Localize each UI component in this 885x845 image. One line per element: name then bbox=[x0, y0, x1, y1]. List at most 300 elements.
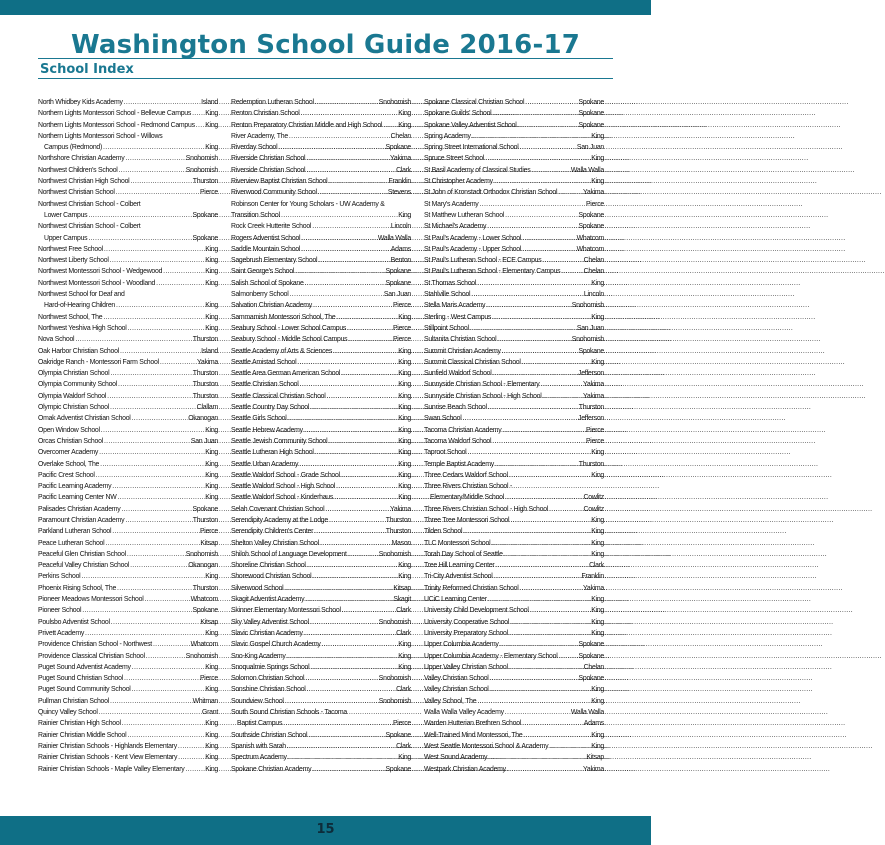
county-name: Chelan bbox=[390, 132, 411, 140]
school-name: Spectrum Academy bbox=[231, 754, 287, 762]
dot-leader bbox=[492, 312, 590, 323]
school-name: Northwest Liberty School bbox=[38, 257, 109, 265]
index-entry bbox=[424, 153, 604, 164]
county-name: Clark bbox=[396, 742, 411, 750]
index-entry bbox=[424, 583, 604, 594]
school-name: Well-Trained Mind Montessori, The bbox=[424, 731, 523, 739]
index-entry bbox=[231, 673, 411, 684]
school-name: Olympic Christian School bbox=[38, 404, 109, 412]
school-name: Providence Christian School - Northwest bbox=[38, 641, 152, 649]
school-name: Three Rivers Christian School - bbox=[424, 483, 512, 491]
index-entry bbox=[38, 402, 218, 413]
county-name: King bbox=[398, 313, 411, 321]
index-entry bbox=[424, 470, 604, 481]
county-name: King bbox=[398, 449, 411, 457]
county-name: Thurston bbox=[192, 370, 218, 378]
index-entry bbox=[424, 617, 604, 628]
index-entry bbox=[38, 266, 218, 277]
index-entry bbox=[231, 764, 411, 775]
county-name: King bbox=[591, 313, 604, 321]
dot-leader bbox=[522, 244, 576, 255]
index-entry bbox=[424, 425, 604, 436]
county-name: Snohomish bbox=[378, 99, 411, 106]
school-name: Peaceful Valley Christian School bbox=[38, 562, 130, 570]
dot-leader bbox=[488, 594, 590, 605]
county-name: Yakima bbox=[583, 189, 604, 197]
county-name: King bbox=[398, 483, 411, 491]
dot-leader bbox=[347, 323, 392, 334]
dot-leader bbox=[502, 346, 578, 357]
school-name: Seattle Waldorf School - Grade School bbox=[231, 471, 340, 479]
section-heading: School Index bbox=[40, 62, 134, 77]
school-name: St Paul's Academy - Upper School bbox=[424, 245, 522, 253]
county-name: Snohomish bbox=[378, 675, 411, 683]
county-name: King bbox=[591, 618, 604, 626]
dot-leader bbox=[130, 176, 191, 187]
county-name: King bbox=[205, 742, 218, 750]
dot-leader bbox=[128, 323, 205, 334]
county-name: Clark bbox=[396, 629, 411, 637]
dot-leader bbox=[549, 504, 582, 515]
county-name: Pierce bbox=[392, 302, 411, 310]
county-name: King bbox=[205, 720, 218, 728]
school-name: Northwest Christian School bbox=[38, 189, 115, 197]
school-name: Silverwood School bbox=[231, 584, 284, 592]
index-entry bbox=[231, 368, 411, 379]
county-name: Thurston bbox=[192, 381, 218, 389]
school-name: Sterling - West Campus bbox=[424, 313, 492, 321]
dot-leader bbox=[110, 696, 192, 707]
county-name: Pierce bbox=[199, 528, 218, 536]
dot-leader bbox=[301, 233, 377, 244]
dot-leader bbox=[99, 447, 204, 458]
school-name: Spokane Valley Adventist School bbox=[424, 121, 517, 129]
school-name: Oakridge Ranch - Montessori Farm School bbox=[38, 358, 159, 366]
county-name: Stevens bbox=[387, 189, 411, 197]
county-name: King bbox=[398, 358, 411, 366]
index-entry bbox=[38, 244, 218, 255]
school-name: Olympia Christian School bbox=[38, 370, 110, 378]
school-name: Salmonberry School bbox=[231, 291, 289, 299]
index-entry bbox=[38, 504, 218, 515]
school-name: Riverside Christian School bbox=[231, 155, 306, 163]
index-entry bbox=[424, 447, 604, 458]
county-name: King bbox=[398, 663, 411, 671]
dot-leader bbox=[334, 492, 397, 503]
index-entry bbox=[231, 628, 411, 639]
county-name: King bbox=[398, 426, 411, 434]
school-name: Torah Day School of Seattle bbox=[424, 550, 503, 558]
county-name: San Juan bbox=[576, 144, 604, 152]
dot-leader bbox=[383, 120, 397, 131]
county-name: King bbox=[591, 539, 604, 547]
index-entry bbox=[38, 210, 218, 221]
dot-leader bbox=[491, 538, 590, 549]
county-name: Kitsap bbox=[200, 539, 218, 547]
school-name: Snoqualmie Springs School bbox=[231, 663, 310, 671]
dot-leader bbox=[509, 662, 583, 673]
county-name: Thurston bbox=[192, 336, 218, 344]
school-name: Seattle Area German American School bbox=[231, 370, 341, 378]
index-entry bbox=[424, 730, 604, 741]
dot-leader bbox=[348, 334, 392, 345]
index-entry bbox=[38, 594, 218, 605]
school-name: Seattle Girls School bbox=[231, 415, 287, 423]
school-name: Riverview Baptist Christian School bbox=[231, 178, 328, 186]
county-name: Chelan bbox=[583, 268, 604, 276]
index-entry bbox=[38, 673, 218, 684]
dot-leader bbox=[306, 153, 389, 164]
index-entry bbox=[231, 447, 411, 458]
index-entry bbox=[38, 425, 218, 436]
index-entry bbox=[38, 255, 218, 266]
dot-leader bbox=[127, 549, 185, 560]
index-entry bbox=[38, 153, 218, 164]
index-entry bbox=[424, 199, 604, 210]
school-name: St Mary's Academy bbox=[424, 200, 479, 208]
dot-leader bbox=[96, 470, 205, 481]
index-entry bbox=[38, 571, 218, 582]
school-name: Seattle Jewish Community School bbox=[231, 437, 328, 445]
county-name: King bbox=[591, 596, 604, 604]
school-name: Pioneer School bbox=[38, 607, 82, 615]
county-name: King bbox=[398, 460, 411, 468]
school-name: Spokane Christian Academy bbox=[231, 765, 312, 773]
school-name: Rainier Christian High School bbox=[38, 720, 121, 728]
school-name: Salish School of Spokane bbox=[231, 279, 304, 287]
index-entry bbox=[38, 459, 218, 470]
dot-leader bbox=[82, 605, 191, 616]
county-name: Whatcom bbox=[576, 234, 604, 242]
school-name: Valley School, The bbox=[424, 697, 477, 705]
county-name: Island bbox=[201, 347, 218, 355]
index-entry bbox=[38, 662, 218, 673]
county-name: King bbox=[591, 471, 604, 479]
county-name: Jefferson bbox=[578, 415, 604, 423]
school-name: South Sound Christian Schools - Tacoma bbox=[231, 709, 348, 717]
school-name: St Basil Academy of Classical Studies bbox=[424, 166, 531, 174]
county-name: Spokane bbox=[385, 268, 411, 276]
dot-leader bbox=[492, 436, 585, 447]
school-name: Transition School bbox=[231, 211, 280, 219]
county-name: Spokane bbox=[578, 641, 604, 649]
dot-leader bbox=[494, 571, 581, 582]
county-name: King bbox=[205, 494, 218, 502]
county-name: King bbox=[205, 324, 218, 332]
school-name: Slavic Christian Academy bbox=[231, 629, 303, 637]
county-name: King bbox=[205, 257, 218, 265]
dot-leader bbox=[301, 108, 398, 119]
county-name: King bbox=[205, 573, 218, 581]
school-name: Summit Classical Christian School bbox=[424, 358, 521, 366]
index-entry bbox=[231, 504, 411, 515]
dot-leader bbox=[341, 368, 397, 379]
dot-leader bbox=[305, 673, 377, 684]
dot-leader bbox=[101, 425, 204, 436]
school-name: Pacific Learning Academy bbox=[38, 483, 112, 491]
school-name: St Michael's Academy bbox=[424, 223, 487, 231]
school-name: Overcomer Academy bbox=[38, 449, 99, 457]
dot-leader bbox=[495, 459, 578, 470]
dot-leader bbox=[504, 549, 591, 560]
dot-leader bbox=[178, 741, 204, 752]
school-name: Elementary/Middle School bbox=[430, 494, 505, 502]
dot-leader bbox=[105, 538, 199, 549]
dot-leader bbox=[118, 379, 192, 390]
school-name: Summit Christian Academy bbox=[424, 347, 501, 355]
dot-leader bbox=[312, 571, 397, 582]
school-name: Seattle Amistad School bbox=[231, 358, 297, 366]
county-name: Skagit bbox=[393, 596, 411, 604]
dot-leader bbox=[122, 504, 192, 515]
dot-leader bbox=[310, 402, 397, 413]
school-name: Southside Christian School bbox=[231, 731, 308, 739]
index-entry bbox=[38, 176, 218, 187]
county-name: King bbox=[398, 121, 411, 129]
dot-leader bbox=[509, 628, 590, 639]
dot-leader bbox=[329, 515, 385, 526]
county-name: King bbox=[205, 663, 218, 671]
school-name: St Paul's Lutheran School - Elementary Campus bbox=[424, 268, 561, 276]
index-entry bbox=[231, 176, 411, 187]
index-entry bbox=[424, 549, 604, 560]
index-entry bbox=[424, 300, 604, 311]
school-name: Upper Columbia Academy bbox=[424, 641, 499, 649]
index-entry bbox=[38, 605, 218, 616]
dot-leader bbox=[520, 583, 583, 594]
index-entry bbox=[231, 120, 411, 131]
school-name: Olympia Waldorf School bbox=[38, 392, 107, 400]
school-name: Northwest Yeshiva High School bbox=[38, 324, 127, 332]
county-name: King bbox=[205, 279, 218, 287]
dot-leader bbox=[88, 233, 191, 244]
index-entry bbox=[231, 165, 411, 176]
dot-leader bbox=[196, 120, 204, 131]
school-name: Stillpoint School bbox=[424, 324, 469, 332]
index-entry bbox=[424, 413, 604, 424]
county-name: Kitsap bbox=[586, 754, 604, 762]
index-entry bbox=[231, 187, 411, 198]
index-entry bbox=[424, 741, 604, 752]
county-name: Spokane bbox=[578, 211, 604, 219]
dot-leader bbox=[289, 131, 390, 142]
dot-leader bbox=[124, 673, 199, 684]
index-entry bbox=[38, 707, 218, 718]
school-name: Sunfield Waldorf School bbox=[424, 370, 492, 378]
dot-leader bbox=[525, 97, 577, 108]
index-entry bbox=[424, 120, 604, 131]
dot-leader bbox=[328, 176, 387, 187]
school-name: Paramount Christian Academy bbox=[38, 516, 125, 524]
dot-leader bbox=[104, 436, 190, 447]
school-name: Privett Academy bbox=[38, 629, 85, 637]
index-entry bbox=[38, 334, 218, 345]
county-name: King bbox=[591, 686, 604, 694]
county-name: King bbox=[398, 370, 411, 378]
school-name: Stahlville School bbox=[424, 291, 471, 299]
index-entry bbox=[231, 571, 411, 582]
index-entry bbox=[38, 413, 218, 424]
dot-leader bbox=[561, 266, 582, 277]
county-name: Snohomish bbox=[571, 336, 604, 344]
dot-leader bbox=[503, 425, 585, 436]
school-name: Solomon Christian School bbox=[231, 675, 305, 683]
county-name: King bbox=[205, 121, 218, 129]
dot-leader bbox=[278, 142, 384, 153]
index-entry bbox=[38, 221, 218, 232]
index-entry bbox=[231, 470, 411, 481]
county-name: Pierce bbox=[199, 189, 218, 197]
county-name: King bbox=[205, 144, 218, 152]
dot-leader bbox=[287, 741, 395, 752]
index-entry bbox=[231, 221, 411, 232]
dot-leader bbox=[348, 549, 378, 560]
footer-banner bbox=[0, 816, 651, 845]
county-name: Spokane bbox=[578, 121, 604, 129]
index-entry bbox=[38, 165, 218, 176]
county-name: King bbox=[205, 110, 218, 118]
county-name: Yakima bbox=[390, 155, 411, 163]
index-entry bbox=[424, 187, 604, 198]
county-name: Snohomish bbox=[185, 155, 218, 163]
school-name: TLC Montessori School bbox=[424, 539, 491, 547]
school-name: Trinity Reformed Christian School bbox=[424, 584, 519, 592]
index-entry bbox=[231, 741, 411, 752]
index-entry bbox=[424, 323, 604, 334]
school-name: Northern Lights Montessori School - Willows bbox=[38, 132, 163, 140]
dot-leader bbox=[160, 357, 196, 368]
school-name: Puget Sound Adventist Academy bbox=[38, 663, 131, 671]
index-entry bbox=[424, 210, 604, 221]
school-name: Soundview School bbox=[231, 697, 284, 705]
index-entry bbox=[424, 605, 604, 616]
index-entry bbox=[231, 662, 411, 673]
school-name: Peace Lutheran School bbox=[38, 539, 105, 547]
index-entry bbox=[38, 379, 218, 390]
county-name: King bbox=[398, 754, 411, 762]
school-name: Temple Baptist Academy bbox=[424, 460, 494, 468]
county-name: Thurston bbox=[192, 516, 218, 524]
index-entry bbox=[231, 425, 411, 436]
county-name: Snohomish bbox=[185, 166, 218, 174]
county-name: Thurston bbox=[192, 392, 218, 400]
index-entry bbox=[231, 515, 411, 526]
county-name: Mason bbox=[391, 539, 411, 547]
school-name: Sammamish Montessori School, The bbox=[231, 313, 336, 321]
dot-leader bbox=[313, 300, 392, 311]
county-name: King bbox=[591, 528, 604, 536]
dot-leader bbox=[107, 391, 192, 402]
county-name: Thurston bbox=[192, 178, 218, 186]
county-name: King bbox=[591, 132, 604, 140]
dot-leader bbox=[305, 278, 385, 289]
county-name: King bbox=[398, 110, 411, 118]
index-entry bbox=[38, 199, 218, 210]
dot-leader bbox=[310, 662, 397, 673]
index-entry bbox=[38, 481, 218, 492]
school-name: Seattle Urban Academy bbox=[231, 460, 299, 468]
dot-leader bbox=[130, 560, 187, 571]
school-name: St John of Kronstadt Orthodox Christian School bbox=[424, 189, 558, 197]
index-entry bbox=[424, 492, 604, 503]
school-name: St Christopher Academy bbox=[424, 178, 493, 186]
dot-leader bbox=[318, 255, 389, 266]
index-entry bbox=[231, 696, 411, 707]
school-name: Northwest Children's School bbox=[38, 166, 118, 174]
index-entry bbox=[424, 673, 604, 684]
index-entry bbox=[38, 97, 218, 108]
county-name: Spokane bbox=[578, 110, 604, 118]
dot-leader bbox=[531, 165, 569, 176]
school-name: Providence Classical Christian School bbox=[38, 652, 145, 660]
school-name: St Matthew Lutheran School bbox=[424, 211, 505, 219]
county-name: Pierce bbox=[199, 675, 218, 683]
index-entry bbox=[231, 707, 411, 718]
county-name: Whatcom bbox=[190, 596, 218, 604]
index-entry bbox=[231, 560, 411, 571]
dot-leader bbox=[322, 639, 398, 650]
dot-leader bbox=[306, 165, 395, 176]
index-entry bbox=[38, 447, 218, 458]
index-entry bbox=[424, 526, 604, 537]
index-entry bbox=[231, 617, 411, 628]
school-name: Tri-City Adventist School bbox=[424, 573, 493, 581]
county-name: King bbox=[591, 742, 604, 750]
school-name: Northwest School for Deaf and bbox=[38, 291, 125, 299]
county-name: King bbox=[591, 358, 604, 366]
school-name: Three Cedars Waldorf School bbox=[424, 471, 508, 479]
dot-leader bbox=[118, 492, 205, 503]
dot-leader bbox=[127, 730, 204, 741]
school-name: Spruce Street School bbox=[424, 155, 485, 163]
dot-leader bbox=[284, 583, 392, 594]
index-entry bbox=[231, 357, 411, 368]
school-name: Rainier Christian Schools - Maple Valley Elementary bbox=[38, 765, 185, 773]
school-name: Northwest School, The bbox=[38, 313, 103, 321]
school-name: Tacoma Christian Academy bbox=[424, 426, 502, 434]
dot-leader bbox=[117, 583, 192, 594]
index-entry bbox=[231, 300, 411, 311]
county-name: King bbox=[205, 302, 218, 310]
school-name: Skagit Adventist Academy bbox=[231, 596, 305, 604]
school-name: Northshore Christian Academy bbox=[38, 155, 125, 163]
index-entry bbox=[231, 153, 411, 164]
index-entry bbox=[38, 718, 218, 729]
school-name: Seattle Christian School bbox=[231, 381, 299, 389]
county-name: Whatcom bbox=[190, 641, 218, 649]
dot-leader bbox=[470, 323, 576, 334]
dot-leader bbox=[132, 413, 188, 424]
dot-leader bbox=[315, 447, 398, 458]
county-name: King bbox=[591, 550, 604, 558]
county-name: King bbox=[591, 629, 604, 637]
school-name: Shorewood Christian School bbox=[231, 573, 312, 581]
school-name: North Whidbey Kids Academy bbox=[38, 99, 123, 106]
index-entry bbox=[231, 752, 411, 763]
school-name: Northwest Christian High School bbox=[38, 178, 130, 186]
school-name: Spanish with Sarah bbox=[231, 742, 286, 750]
school-name: Palisades Christian Academy bbox=[38, 505, 121, 513]
dot-leader bbox=[112, 526, 199, 537]
index-entry bbox=[38, 549, 218, 560]
school-name: Riverside Christian School bbox=[231, 166, 306, 174]
dot-leader bbox=[290, 289, 383, 300]
dot-leader bbox=[110, 255, 205, 266]
county-name: King bbox=[591, 607, 604, 615]
county-name: Walla Walla bbox=[570, 166, 604, 174]
dot-leader bbox=[328, 436, 397, 447]
index-entry bbox=[38, 289, 218, 300]
